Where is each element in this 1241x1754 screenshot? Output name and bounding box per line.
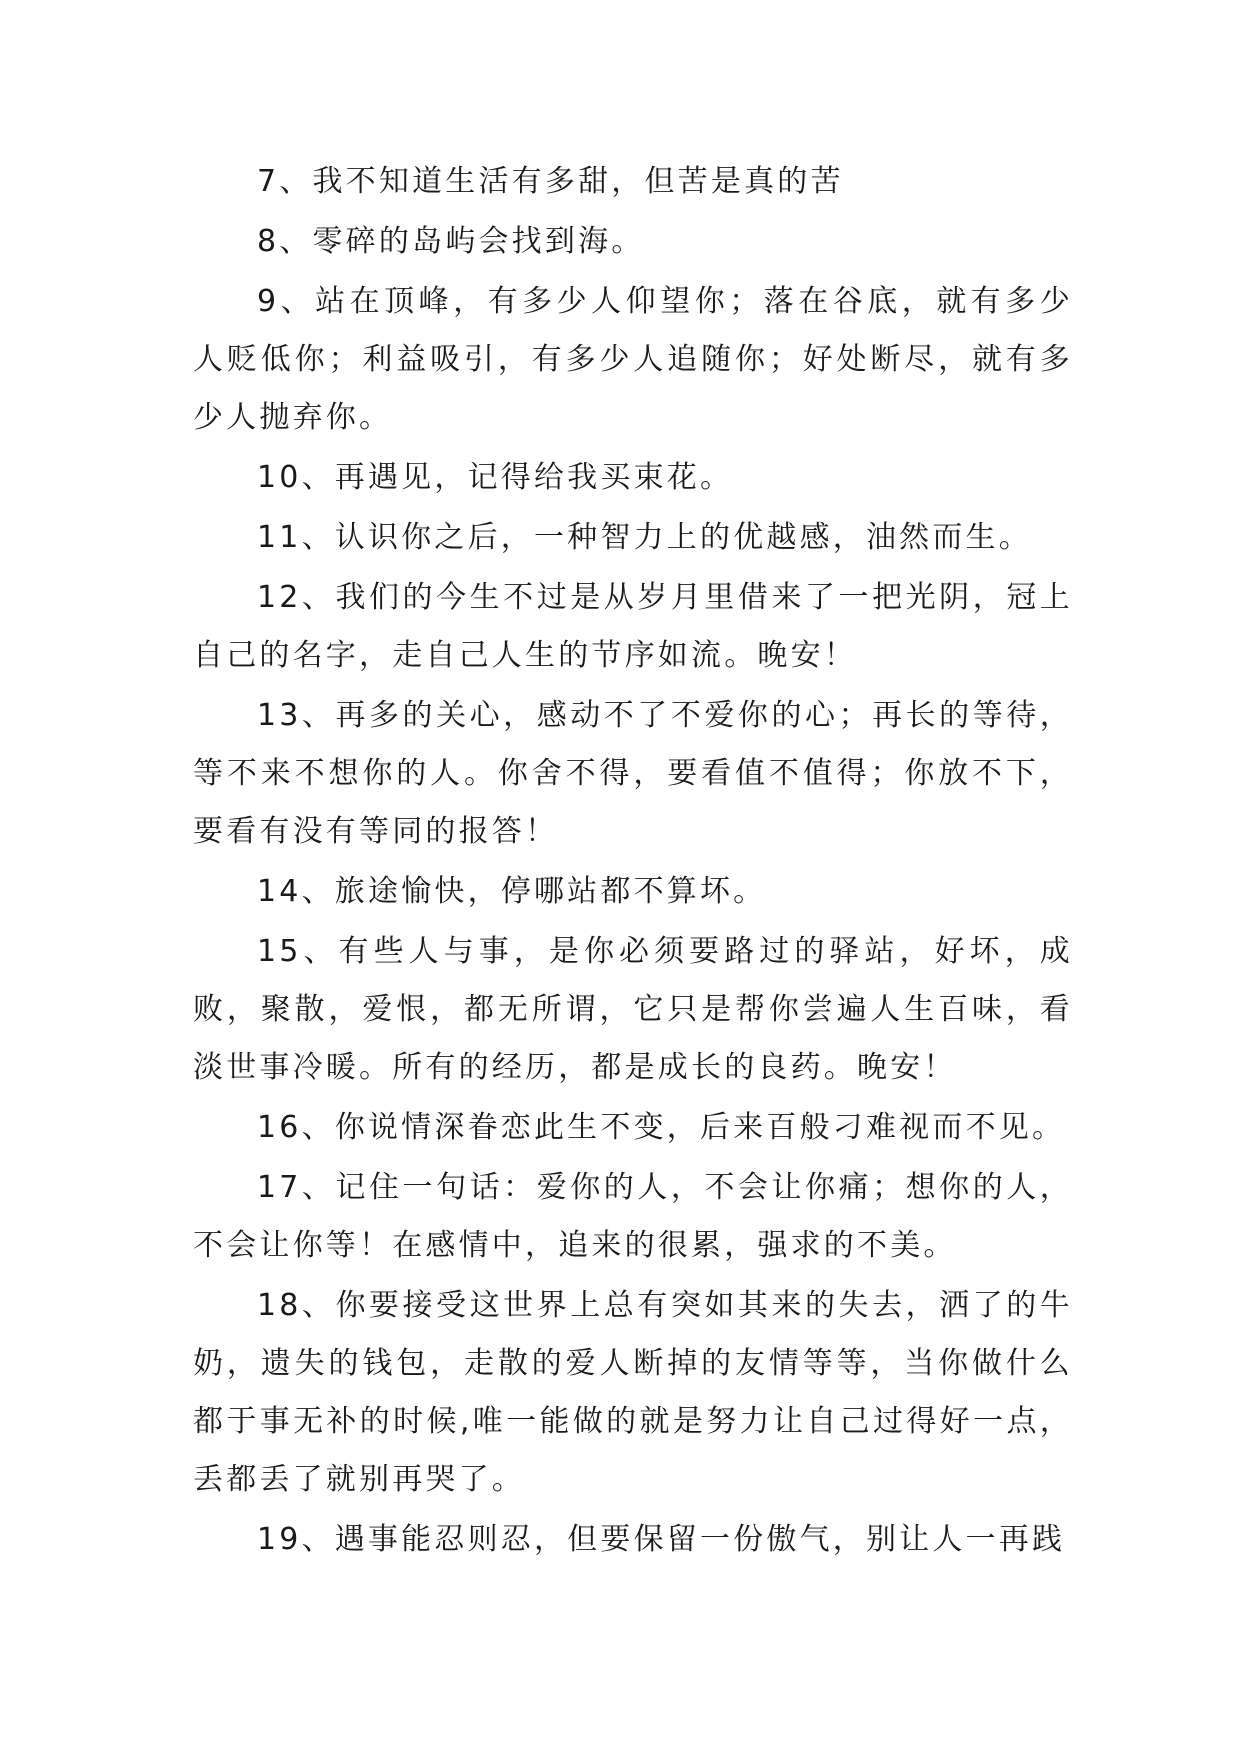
paragraph-14: 14、旅途愉快，停哪站都不算坏。 [257, 874, 767, 909]
document-body [193, 153, 1073, 1571]
paragraph-10: 10、再遇见，记得给我买束花。 [257, 460, 734, 495]
paragraph-17: 17、记住一句话：爱你的人，不会让你痛；想你的人，不会让你等！在感情中，追来的很累，强求的不美。 [193, 1170, 1073, 1263]
paragraph-7: 7、我不知道生活有多甜，但苦是真的苦 [257, 164, 844, 199]
paragraph-13: 13、再多的关心，感动不了不爱你的心；再长的等待，等不来不想你的人。你舍不得，要看值不值得；你放不下，要看有没有等同的报答！ [193, 698, 1073, 849]
paragraph-15: 15、有些人与事，是你必须要路过的驿站，好坏，成败，聚散，爱恨，都无所谓，它只是帮你尝遍人生百味，看淡世事冷暖。所有的经历，都是成长的良药。晚安！ [193, 934, 1073, 1085]
paragraph-19: 19、遇事能忍则忍，但要保留一份傲气，别让人一再践 [257, 1522, 1066, 1557]
paragraph-16: 16、你说情深眷恋此生不变，后来百般刁难视而不见。 [257, 1110, 1066, 1145]
paragraph-8: 8、零碎的岛屿会找到海。 [257, 224, 645, 259]
paragraph-12: 12、我们的今生不过是从岁月里借来了一把光阴，冠上自己的名字，走自己人生的节序如流。晚安！ [193, 580, 1073, 673]
paragraph-18: 18、你要接受这世界上总有突如其来的失去，洒了的牛奶，遗失的钱包，走散的爱人断掉的友情等等，当你做什么都于事无补的时候,唯一能做的就是努力让自己过得好一点，丢都丢了就别再哭了。 [193, 1288, 1073, 1497]
paragraph-9: 9、站在顶峰，有多少人仰望你；落在谷底，就有多少人贬低你；利益吸引，有多少人追随你；好处断尽，就有多少人抛弃你。 [193, 284, 1073, 435]
paragraph-11: 11、认识你之后，一种智力上的优越感，油然而生。 [257, 520, 1032, 555]
